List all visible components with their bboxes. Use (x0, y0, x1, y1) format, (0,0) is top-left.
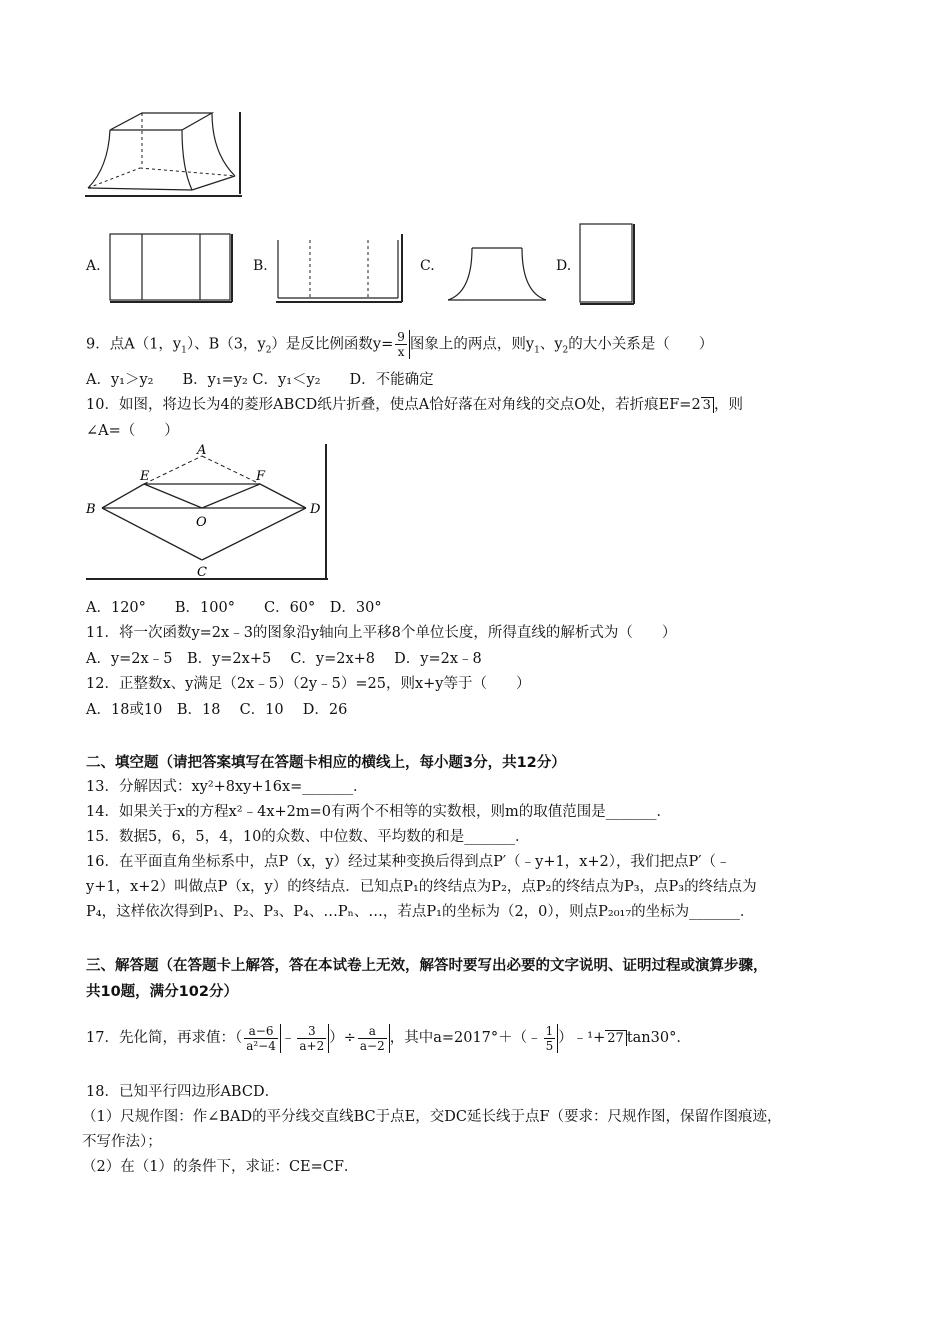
question-18-line2: （1）尺规作图：作∠BAD的平分线交直线BC于点E，交DC延长线于点F（要求：尺规作图，保留作图痕迹， (82, 1109, 782, 1125)
question-18-line3: 不写作法）； (82, 1134, 162, 1150)
label-b: B (86, 502, 96, 517)
label-e: E (140, 469, 150, 484)
question-16-line3: P₄，这样依次得到P₁、P₂、P₃、P₄、…Pₙ、…，若点P₁的坐标为（2，0），则点P₂₀₁₇的坐标为_______． (86, 904, 755, 920)
sqrt-3: 3 (701, 397, 714, 413)
option-b-label: B. (253, 258, 268, 274)
label-f: F (256, 469, 266, 484)
question-12-options: A．18或10 B．18 C．10 D．26 (86, 702, 348, 718)
question-10-line1: 10．如图，将边长为4的菱形ABCD纸片折叠，使点A恰好落在对角线的交点O处，若折痕EF=2 3 ，则 (86, 397, 743, 413)
option-a-figure (108, 232, 238, 304)
question-9: 9．点A（1，$y_1$）、B（3，$y_2$）是反比例函数y= $\frac{9}{x}$ 图象上的两点，则$y_1$、$y_2$的大小关系是（ ） (86, 330, 714, 359)
question-10-options: A．120° B．100° C．60° D．30° (86, 600, 382, 616)
option-d-figure (578, 222, 638, 310)
solid-figure (80, 108, 250, 203)
question-16-line2: y+1，x+2）叫做点P（x，y）的终结点．已知点P₁的终结点为P₂，点P₂的终结点为P₃，点P₃的终结点为 (86, 879, 757, 895)
fraction-3-a2: $\frac{3}{a+2}$ (295, 1024, 329, 1053)
question-10-line2: ∠A=（ ） (86, 423, 179, 439)
question-18-line4: （2）在（1）的条件下，求证：CE=CF． (82, 1159, 359, 1175)
fraction-9-over-x: $\frac{9}{x}$ (393, 330, 410, 359)
question-9-options: A．y₁＞y₂ B．y₁=y₂ C．y₁＜y₂ D．不能确定 (86, 372, 434, 388)
fraction-1-5: $\frac{1}{5}$ (542, 1024, 559, 1053)
option-a-label: A. (86, 258, 101, 274)
question-11-options: A．y=2x﹣5 B．y=2x+5 C．y=2x+8 D．y=2x﹣8 (86, 651, 482, 667)
rhombus-figure (84, 440, 334, 585)
question-15: 15．数据5，6，5，4，10的众数、中位数、平均数的和是_______． (86, 829, 530, 845)
section-2-title: 二、填空题（请把答案填写在答题卡相应的横线上，每小题3分，共12分） (86, 755, 566, 771)
label-d: D (310, 502, 321, 517)
option-c-figure (444, 240, 554, 306)
label-a: A (197, 443, 207, 458)
option-b-figure (276, 232, 406, 304)
question-16-line1: 16．在平面直角坐标系中，点P（x，y）经过某种变换后得到点P′（﹣y+1，x+2），我们把点P′（﹣ (86, 854, 731, 870)
question-12: 12．正整数x、y满足（2x﹣5）（2y﹣5）=25，则x+y等于（ ） (86, 676, 531, 692)
sqrt-27: 27 (605, 1030, 627, 1046)
question-14: 14．如果关于x的方程x²﹣4x+2m=0有两个不相等的实数根，则m的取值范围是_______． (86, 804, 672, 820)
question-18-line1: 18．已知平行四边形ABCD． (86, 1084, 280, 1100)
label-o: O (196, 515, 207, 530)
option-d-label: D. (556, 258, 572, 274)
fraction-a6-a24: $\frac{a-6}{\text{a²−4}}$ (242, 1024, 281, 1053)
question-17: 17．先化简，再求值：（ $\frac{a-6}{\text{a²−4}}$ ﹣ $\frac{3}{a+2}$ ）÷ $\frac{a}{a-2}$ ，其中a=2017°＋（﹣ $\frac{1}{5}$ ）﹣¹+ 27 tan30°． (86, 1023, 691, 1053)
question-11: 11．将一次函数y=2x﹣3的图象沿y轴向上平移8个单位长度，所得直线的解析式为（ ） (86, 625, 677, 641)
section-3-title-line2: 共10题，满分102分） (86, 984, 238, 1000)
section-3-title-line1: 三、解答题（在答题卡上解答，答在本试卷上无效，解答时要写出必要的文字说明、证明过程或演算步骤， (86, 958, 768, 974)
fraction-a-a2: $\frac{a}{a-2}$ (356, 1024, 390, 1053)
option-c-label: C. (420, 258, 435, 274)
label-c: C (197, 565, 207, 580)
question-13: 13．分解因式：xy²+8xy+16x=_______． (86, 779, 368, 795)
